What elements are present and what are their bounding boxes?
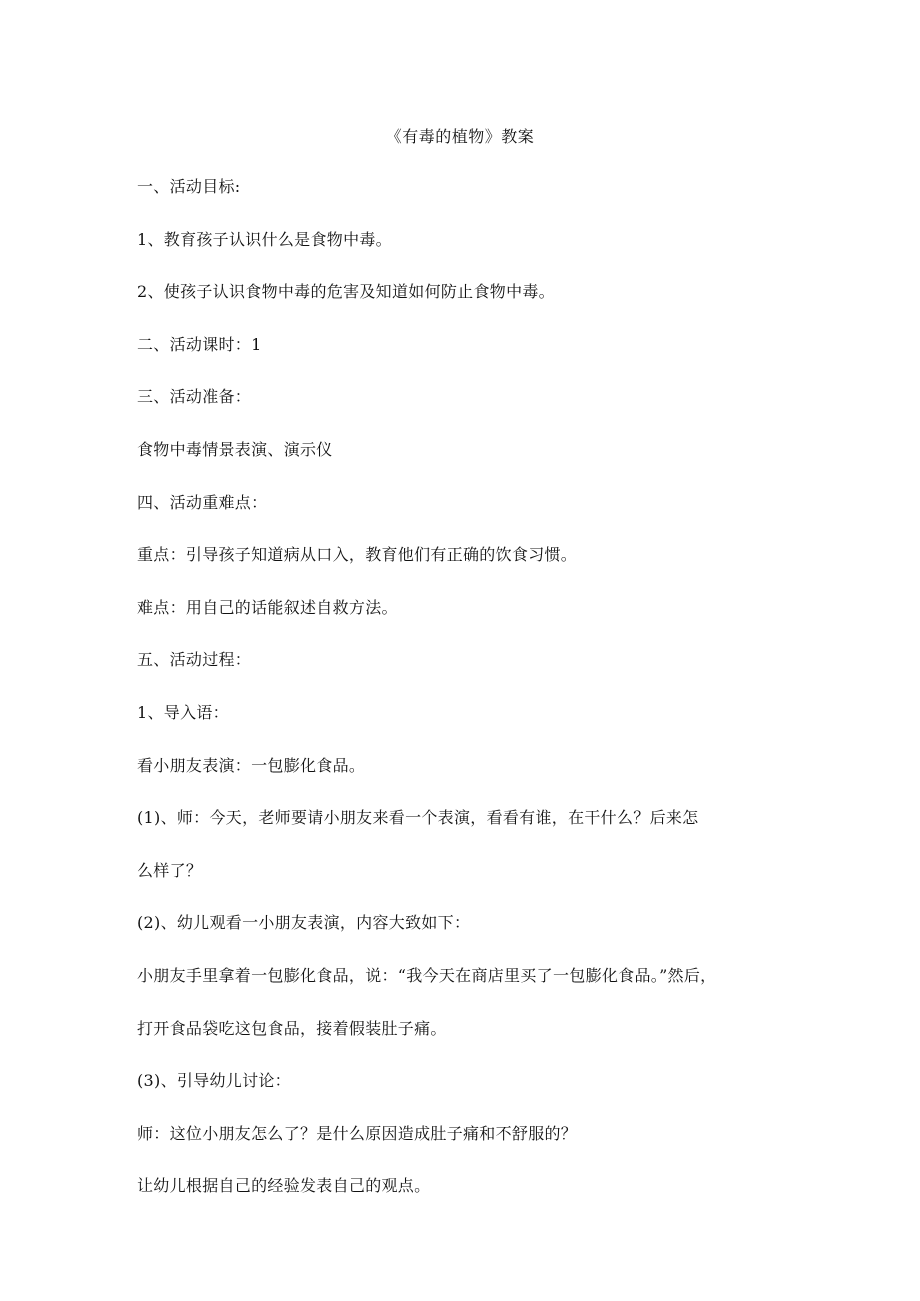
process-paragraph: 师：这位小朋友怎么了？是什么原因造成肚子痛和不舒服的？ <box>137 1123 578 1143</box>
section-heading-key-points: 四、活动重难点： <box>137 492 268 512</box>
section-heading-process: 五、活动过程： <box>137 650 252 670</box>
goal-item-2: 2、使孩子认识食物中毒的危害及知道如何防止食物中毒。 <box>137 282 555 302</box>
key-point-text: 重点：引导孩子知道病从口入，教育他们有正确的饮食习惯。 <box>137 545 578 565</box>
document-body <box>137 176 777 1228</box>
process-paragraph: 打开食品袋吃这包食品，接着假装肚子痛。 <box>137 1018 447 1038</box>
process-paragraph: 看小朋友表演：一包膨化食品。 <box>137 755 366 775</box>
process-paragraph: 么样了？ <box>137 860 203 880</box>
process-paragraph: 让幼儿根据自己的经验发表自己的观点。 <box>137 1176 431 1196</box>
process-step-1-heading: 1、导入语： <box>137 702 229 722</box>
preparation-text: 食物中毒情景表演、演示仪 <box>137 439 333 459</box>
section-heading-duration: 二、活动课时：1 <box>137 334 262 354</box>
goal-item-1: 1、教育孩子认识什么是食物中毒。 <box>137 229 392 249</box>
process-paragraph: (2)、幼儿观看一小朋友表演，内容大致如下： <box>137 913 471 933</box>
document-title: 《有毒的植物》教案 <box>385 127 535 146</box>
difficult-point-text: 难点：用自己的话能叙述自救方法。 <box>137 597 398 617</box>
section-heading-goals: 一、活动目标: <box>137 177 241 196</box>
process-paragraph: (3)、引导幼儿讨论： <box>137 1071 291 1091</box>
process-paragraph: (1)、师：今天，老师要请小朋友来看一个表演，看看有谁，在干什么？后来怎 <box>137 808 699 828</box>
section-heading-preparation: 三、活动准备： <box>137 387 252 407</box>
process-paragraph: 小朋友手里拿着一包膨化食品，说：“我今天在商店里买了一包膨化食品。”然后， <box>137 965 717 985</box>
